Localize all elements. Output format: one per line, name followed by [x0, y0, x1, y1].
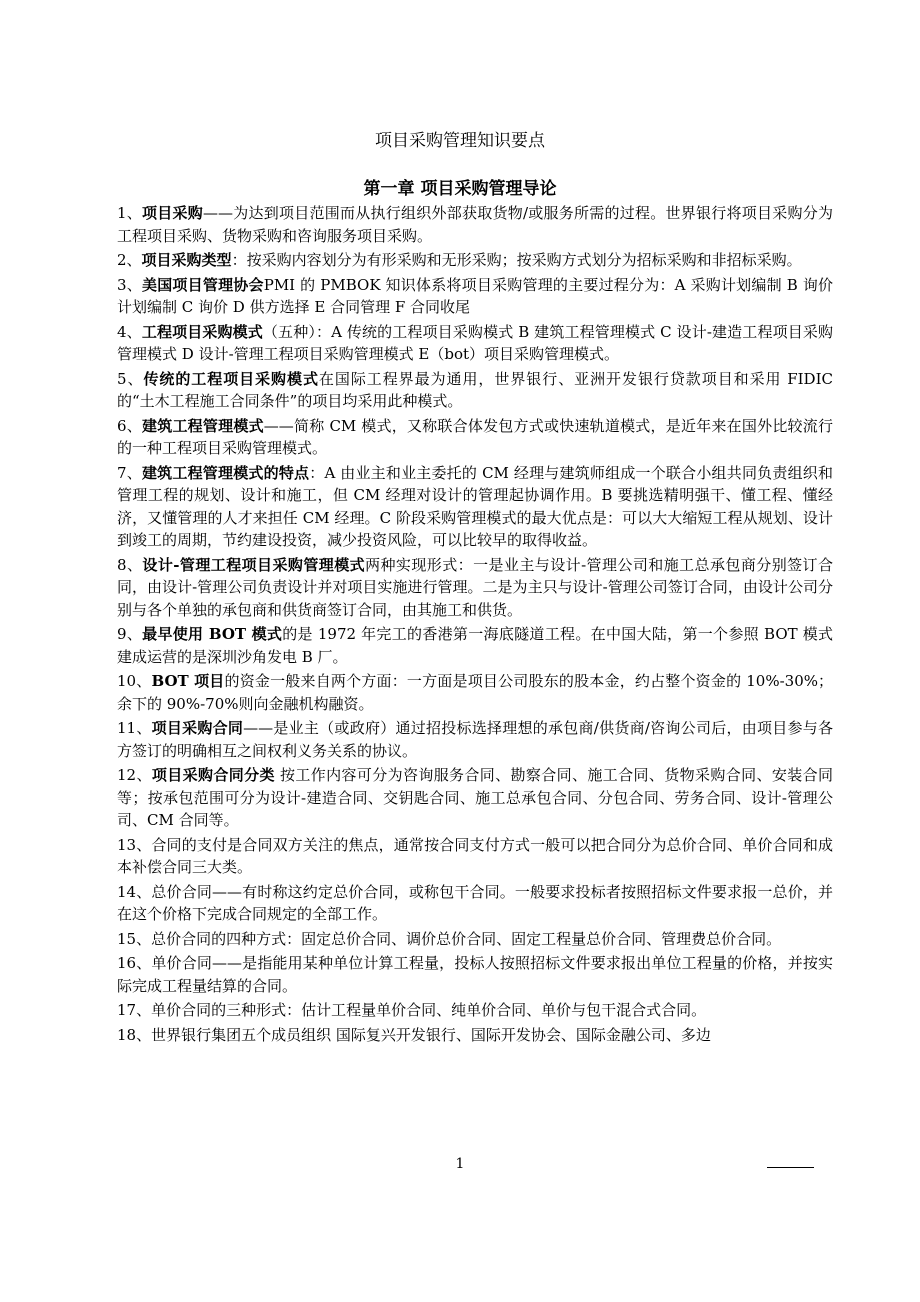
- list-item: [117, 554, 833, 622]
- item-term: 建筑工程管理模式的特点: [141, 463, 310, 482]
- item-number: 10、: [117, 672, 152, 690]
- list-item: [117, 881, 833, 926]
- list-item: [117, 368, 833, 413]
- item-text: 的资金一般来自两个方面：一方面是项目公司股东的股本金，约占整个资金的 10%-30%；余下的 90%-70%则向金融机构融资。: [117, 672, 833, 713]
- list-item: [117, 321, 833, 366]
- list-item: [117, 623, 833, 668]
- list-item: [117, 834, 833, 879]
- list-item: [117, 1024, 833, 1047]
- item-text: 总价合同——有时称这约定总价合同，或称包干合同。一般要求投标者按照招标文件要求报一总价，并在这个价格下完成合同规定的全部工作。: [117, 882, 833, 923]
- item-number: 9、: [117, 625, 143, 643]
- item-text: 世界银行集团五个成员组织 国际复兴开发银行、国际开发协会、国际金融公司、多边: [151, 1025, 711, 1044]
- list-item: [117, 999, 833, 1022]
- list-item: [117, 249, 833, 272]
- list-item: [117, 670, 833, 715]
- list-item: [117, 274, 833, 319]
- item-text: 单价合同的三种形式：估计工程量单价合同、纯单价合同、单价与包干混合式合同。: [151, 1001, 707, 1019]
- item-number: 8、: [117, 555, 143, 574]
- item-term: 美国项目管理协会: [141, 275, 264, 294]
- chapter-title: 第一章 项目采购管理导论: [363, 179, 557, 199]
- item-term: 项目采购合同分类: [151, 766, 275, 784]
- item-term: 项目采购合同: [151, 719, 244, 737]
- item-number: 5、: [117, 369, 144, 388]
- item-number: 3、: [117, 275, 142, 294]
- document-title: 项目采购管理知识要点: [375, 131, 545, 151]
- item-number: 17、: [117, 1001, 152, 1019]
- item-number: 7、: [117, 463, 142, 482]
- item-number: 16、: [117, 954, 152, 972]
- item-text: ——简称 CM 模式，又称联合体发包方式或快速轨道模式，是近年来在国外比较流行的一种工程项目采购管理模式。: [117, 416, 833, 457]
- item-term: 建筑工程管理模式: [142, 416, 264, 435]
- list-item: [117, 717, 833, 762]
- list-item: [117, 462, 833, 552]
- list-item: [117, 415, 833, 460]
- item-number: 1、: [117, 204, 143, 222]
- item-number: 15、: [117, 929, 152, 948]
- document-body: [117, 202, 833, 1048]
- item-text: （五种）：A 传统的工程项目采购模式 B 建筑工程管理模式 C 设计-建造工程项目采购管理模式 D 设计-管理工程项目采购管理模式 E（bot）项目采购管理模式。: [117, 322, 833, 363]
- list-item: [117, 952, 833, 997]
- item-number: 4、: [117, 322, 142, 341]
- item-term: 最早使用 BOT 模式: [142, 625, 283, 643]
- item-text: 的是 1972 年完工的香港第一海底隧道工程。在中国大陆，第一个参照 BOT 模式建成运营的是深圳沙角发电 B 厂。: [117, 625, 833, 666]
- item-text: 在国际工程界最为通用，世界银行、亚洲开发银行贷款项目和采用 FIDIC 的“土木工程施工合同条件”的项目均采用此种模式。: [117, 369, 833, 410]
- item-term: 工程项目采购模式: [141, 322, 263, 341]
- list-item: [117, 202, 833, 247]
- item-number: 18、: [117, 1025, 152, 1044]
- list-item: [117, 928, 833, 951]
- item-number: 14、: [117, 882, 152, 901]
- item-text: ：按采购内容划分为有形采购和无形采购；按采购方式划分为招标采购和非招标采购。: [231, 251, 802, 269]
- item-term: 设计-管理工程项目采购管理模式: [142, 555, 366, 574]
- item-term: 项目采购类型: [141, 251, 232, 269]
- list-item: [117, 764, 833, 832]
- item-number: 2、: [117, 251, 142, 269]
- item-text: PMI 的 PMBOK 知识体系将项目采购管理的主要过程分为：A 采购计划编制 B 询价计划编制 C 询价 D 供方选择 E 合同管理 F 合同收尾: [117, 275, 833, 316]
- item-term: 项目采购: [142, 204, 204, 222]
- footer-rule: [767, 1167, 814, 1168]
- item-term: 传统的工程项目采购模式: [143, 369, 319, 388]
- item-text: 总价合同的四种方式：固定总价合同、调价总价合同、固定工程量总价合同、管理费总价合同。: [151, 929, 782, 948]
- item-number: 13、: [117, 835, 152, 854]
- item-number: 12、: [117, 766, 152, 784]
- item-text: 合同的支付是合同双方关注的焦点，通常按合同支付方式一般可以把合同分为总价合同、单价合同和成本补偿合同三大类。: [117, 835, 833, 876]
- item-text: 两种实现形式：一是业主与设计-管理公司和施工总承包商分别签订合同，由设计-管理公司负责设计并对项目实施进行管理。二是为主只与设计-管理公司签订合同，由设计公司分别与各个单独的承包商和供货商签订合同，由其施工和供货。: [117, 555, 833, 619]
- item-text: 按工作内容可分为咨询服务合同、勘察合同、施工合同、货物采购合同、安装合同等；按承包范围可分为设计-建造合同、交钥匙合同、施工总承包合同、分包合同、劳务合同、设计-管理公司、CM 合同等。: [117, 766, 833, 829]
- item-number: 11、: [117, 719, 152, 737]
- page-number: 1: [455, 1156, 465, 1172]
- item-text: ——为达到项目范围而从执行组织外部获取货物/或服务所需的过程。世界银行将项目采购分为工程项目采购、货物采购和咨询服务项目采购。: [117, 204, 833, 245]
- item-term: BOT 项目: [151, 672, 225, 690]
- item-number: 6、: [117, 416, 142, 435]
- item-text: ——是业主（或政府）通过招投标选择理想的承包商/供货商/咨询公司后，由项目参与各方签订的明确相互之间权利义务关系的协议。: [117, 719, 833, 760]
- item-text: ：A 由业主和业主委托的 CM 经理与建筑师组成一个联合小组共同负责组织和管理工程的规划、设计和施工，但 CM 经理对设计的管理起协调作用。B 要挑选精明强干、懂工程、懂经济，又懂管理的人才来担任 CM 经理。C 阶段采购管理模式的最大优点是：可以大大缩短工程从规划、设计到竣工的周期，节约建设投资，减少投资风险，可以比较早的取得收益。: [117, 463, 833, 549]
- item-text: 单价合同——是指能用某种单位计算工程量，投标人按照招标文件要求报出单位工程量的价格，并按实际完成工程量结算的合同。: [117, 954, 833, 995]
